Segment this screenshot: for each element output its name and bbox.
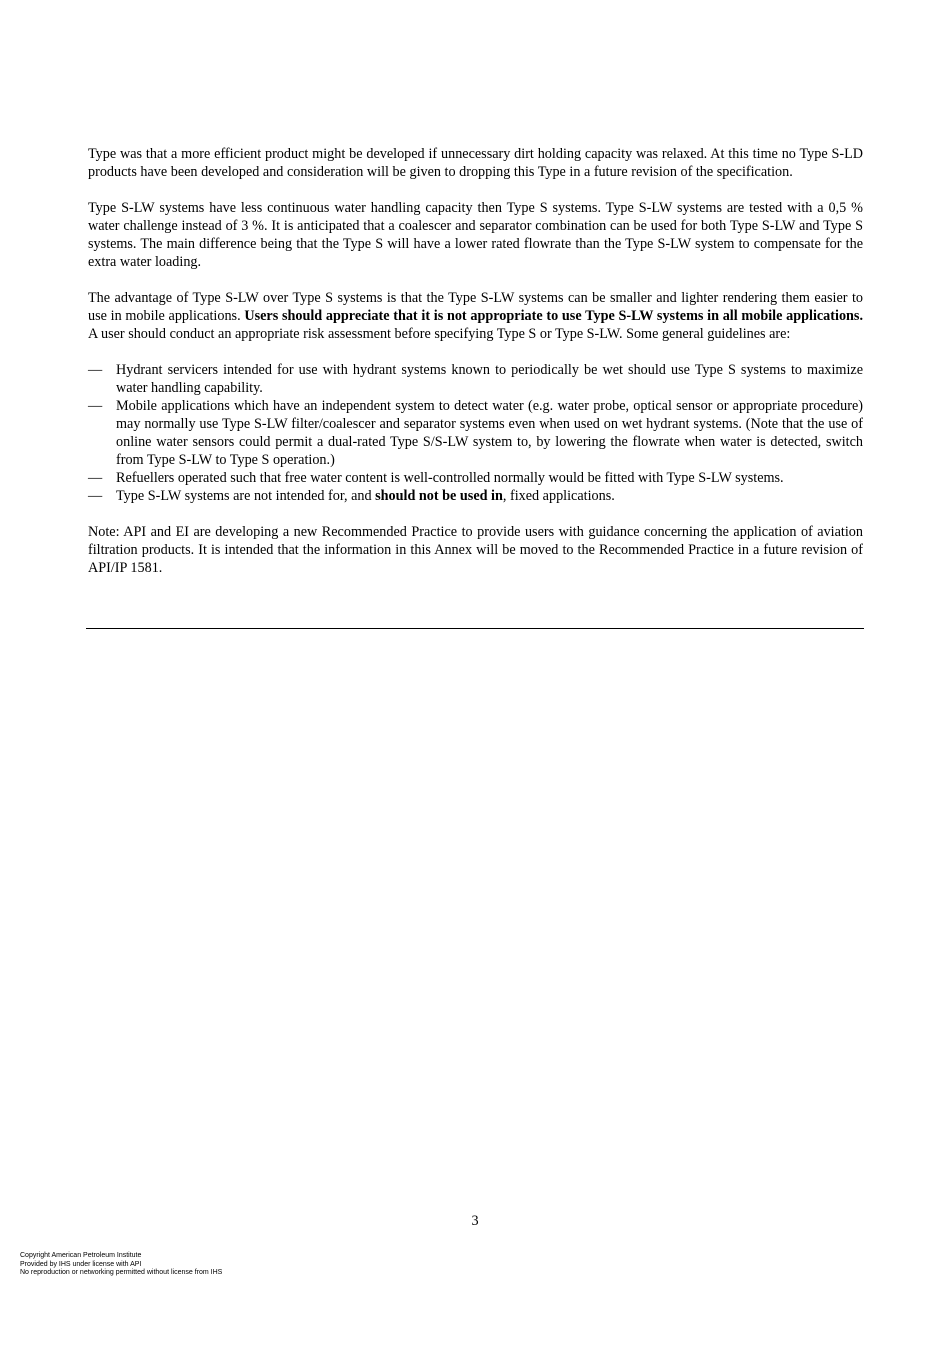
dash-marker: — xyxy=(88,488,103,504)
dash-marker: — xyxy=(88,398,103,414)
list-item-bold: should not be used in xyxy=(375,488,503,504)
list-item-text-part: Type S-LW systems are not intended for, and xyxy=(116,488,376,504)
paragraph-advantage xyxy=(88,289,863,343)
copyright-line: No reproduction or networking permitted without license from IHS xyxy=(20,1269,223,1277)
advantage-guidelines-text: A user should conduct an appropriate risk assessment before specifying Type S or Type S-LW. Some general guidelines are: xyxy=(88,326,791,342)
dash-marker: — xyxy=(88,470,103,486)
copyright-line: Provided by IHS under license with API xyxy=(20,1260,142,1268)
document-body xyxy=(88,145,863,595)
guidelines-list xyxy=(88,361,863,505)
section-divider xyxy=(86,628,864,629)
list-item xyxy=(88,469,863,487)
paragraph-type-sld: Type was that a more efficient product might be developed if unnecessary dirt holding capacity was relaxed. At this time no Type S-LD products have been developed and consideration will be given to dropping this Type in a future revision of the specification. xyxy=(88,146,863,180)
page-number: 3 xyxy=(471,1213,479,1229)
advantage-text: The advantage of Type S-LW over Type S systems is that the Type S-LW systems can be smaller and lighter rendering them easier to use in mobile applications. xyxy=(88,290,863,324)
list-item-text xyxy=(116,488,615,504)
advantage-warning-bold: Users should appreciate that it is not appropriate to use Type S-LW systems in all mobile applications. xyxy=(244,308,863,324)
list-item-text: Hydrant servicers intended for use with hydrant systems known to periodically be wet should use Type S systems to maximize water handling capability. xyxy=(116,362,863,396)
paragraph-type-slw-capacity: Type S-LW systems have less continuous water handling capacity then Type S systems. Type S-LW systems are tested with a 0,5 % water challenge instead of 3 %. It is anticipated that a coalescer and separator combination can be used for both Type S-LW and Type S systems. The main difference being that the Type S will have a lower rated flowrate than the Type S-LW system to compensate for the extra water loading. xyxy=(88,200,863,270)
note-paragraph: Note: API and EI are developing a new Recommended Practice to provide users with guidance concerning the application of aviation filtration products. It is intended that the information in this Annex will be moved to the Recommended Practice in a future revision of API/IP 1581. xyxy=(88,524,863,576)
copyright-line: Copyright American Petroleum Institute xyxy=(20,1252,142,1259)
list-item xyxy=(88,397,863,469)
list-item xyxy=(88,487,863,505)
list-item-text: Mobile applications which have an independent system to detect water (e.g. water probe, optical sensor or appropriate procedure) may normally use Type S-LW filter/coalescer and separator systems even when used on wet hydrant systems. (Note that the use of online water sensors could permit a dual-rated Type S/S-LW system to, by lowering the flowrate when water is detected, switch from Type S-LW to Type S operation.) xyxy=(116,398,863,468)
copyright-notice xyxy=(20,1252,222,1278)
list-item xyxy=(88,361,863,397)
list-item-text: Refuellers operated such that free water content is well-controlled normally would be fitted with Type S-LW systems. xyxy=(116,470,784,486)
list-item-text-part: , fixed applications. xyxy=(502,488,615,504)
dash-marker: — xyxy=(88,362,103,378)
